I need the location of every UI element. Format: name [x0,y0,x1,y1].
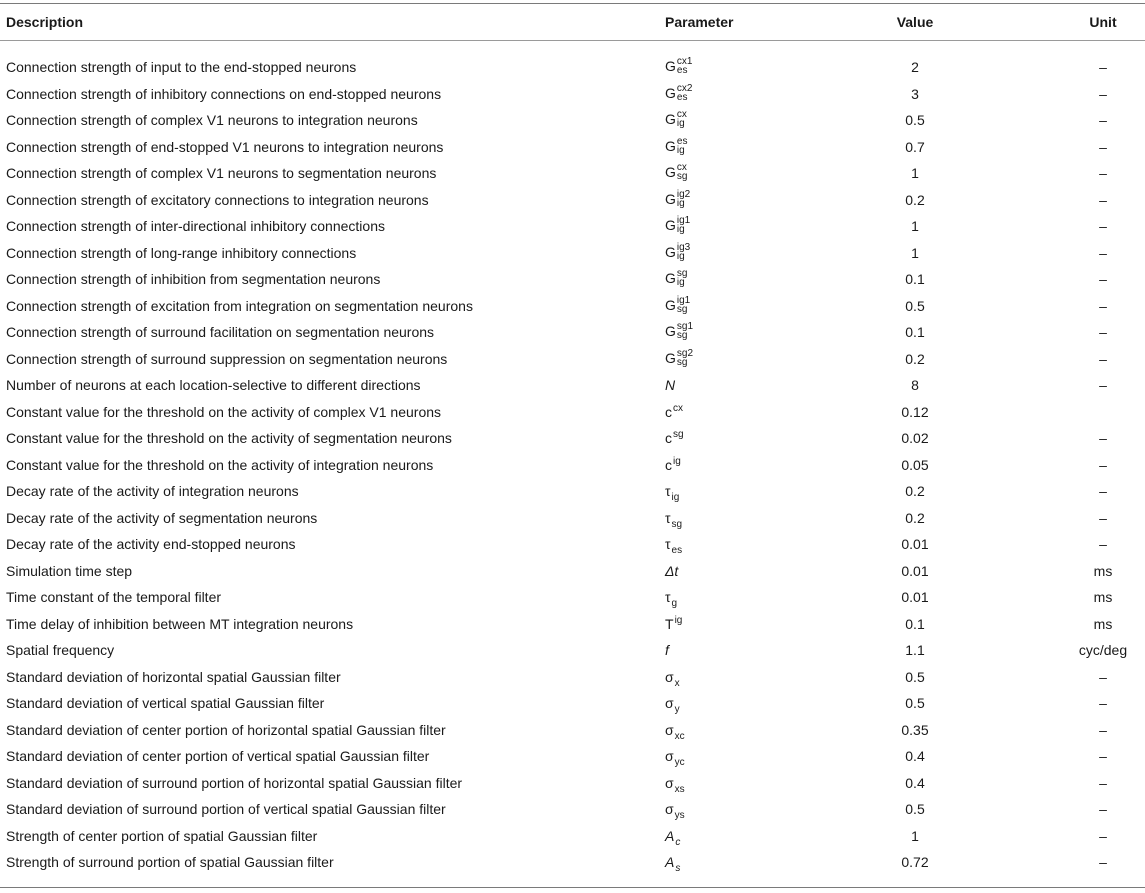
table-row [0,187,1145,214]
symbol-base: τ [665,536,671,553]
row-value: 0.2 [905,483,925,500]
symbol-base: σ [665,721,674,738]
symbol-superscript: cx [676,109,687,121]
parameter-symbol [665,509,683,530]
parameter-symbol [665,695,680,716]
table-row [0,637,1145,664]
row-value: 1 [911,218,919,235]
table-row [0,81,1145,108]
symbol-base: σ [665,748,674,765]
row-parameter [665,160,687,187]
table-row [0,770,1145,797]
row-value: 0.4 [905,748,925,765]
symbol-superscript: ig [674,614,683,626]
row-parameter [665,823,680,850]
row-value: 0.7 [905,138,925,155]
symbol-base: σ [665,774,674,791]
table-row [0,213,1145,240]
row-parameter [665,134,687,161]
row-description: Spatial frequency [6,642,115,659]
row-parameter [665,319,693,346]
row-parameter [665,372,675,399]
parameter-symbol [665,164,687,182]
symbol-base: G [665,243,676,260]
row-value: 1 [911,165,919,182]
table-row [0,425,1145,452]
symbol-subscript: ig [671,492,680,504]
table-row [0,611,1145,638]
row-unit: – [1099,456,1107,473]
symbol-superscript: cx [676,162,687,174]
row-unit: – [1099,138,1107,155]
row-unit: – [1099,350,1107,367]
row-unit: – [1099,218,1107,235]
parameter-symbol [665,457,681,473]
row-parameter [665,399,683,426]
table-row [0,796,1145,823]
header-parameter: Parameter [665,13,734,30]
row-description: Decay rate of the activity of integration neurons [6,483,299,500]
symbol-base: f [665,642,669,659]
symbol-subscript: sg [671,518,683,530]
symbol-subscript: es [671,545,683,557]
row-description: Connection strength of inhibition from segmentation neurons [6,271,381,288]
row-unit: – [1099,854,1107,871]
row-value: 0.5 [905,112,925,129]
parameter-symbol [665,347,694,368]
row-value: 3 [911,85,919,102]
row-unit: – [1099,721,1107,738]
table-row [0,319,1145,346]
symbol-base: A [665,827,675,844]
table-row [0,849,1145,876]
table-row [0,664,1145,691]
row-description: Time delay of inhibition between MT integration neurons [6,615,354,632]
row-parameter [665,452,681,479]
row-value: 0.4 [905,774,925,791]
row-description: Connection strength of long-range inhibitory connections [6,244,357,261]
symbol-base: Δt [665,562,679,579]
symbol-superscript: sg [673,429,684,441]
symbol-subscript: yc [674,757,685,769]
row-value: 0.5 [905,801,925,818]
row-unit: – [1099,536,1107,553]
symbol-superscript: sg2 [676,347,694,359]
row-description: Constant value for the threshold on the activity of integration neurons [6,456,434,473]
row-parameter [665,240,690,267]
row-unit: ms [1093,615,1113,632]
symbol-base: T [665,615,674,632]
row-parameter [665,107,687,134]
row-unit: – [1099,668,1107,685]
symbol-subscript: ig [676,277,685,289]
row-parameter [665,611,682,638]
row-value: 0.35 [901,721,929,738]
row-description: Decay rate of the activity of segmentation neurons [6,509,318,526]
symbol-base: G [665,270,676,287]
symbol-subscript: y [674,704,680,716]
row-value: 0.01 [901,589,929,606]
row-unit: – [1099,165,1107,182]
symbol-base: c [665,430,672,447]
table-row [0,293,1145,320]
table-row [0,399,1145,426]
row-unit: ms [1093,562,1113,579]
symbol-base: G [665,164,676,181]
row-description: Connection strength of inhibitory connections on end-stopped neurons [6,85,442,102]
row-description: Connection strength of end-stopped V1 neurons to integration neurons [6,138,444,155]
table-row [0,584,1145,611]
parameter-symbol [665,58,692,76]
parameter-symbol [665,241,691,262]
row-description: Strength of center portion of spatial Gaussian filter [6,827,318,844]
parameter-symbol [665,748,685,769]
table-row [0,372,1145,399]
symbol-subscript: ig [676,144,685,156]
table-row [0,346,1145,373]
row-description: Standard deviation of center portion of vertical spatial Gaussian filter [6,748,430,765]
table-row [0,823,1145,850]
symbol-base: σ [665,801,674,818]
parameter-symbol [665,642,669,658]
parameter-symbol [665,188,691,209]
parameter-symbol [665,404,683,420]
symbol-subscript: es [676,65,688,77]
row-parameter [665,849,680,876]
table-row [0,743,1145,770]
row-value: 1.1 [905,642,925,659]
row-description: Constant value for the threshold on the activity of segmentation neurons [6,430,452,447]
row-description: Number of neurons at each location-selective to different directions [6,377,421,394]
parameter-symbol [665,854,681,875]
row-description: Connection strength of input to the end-stopped neurons [6,59,357,76]
parameter-symbol [665,270,687,288]
row-parameter [665,796,685,823]
row-parameter [665,425,684,452]
row-value: 0.01 [901,562,929,579]
parameter-symbol [665,801,685,822]
row-parameter [665,213,690,240]
row-unit: cyc/deg [1078,642,1128,659]
row-description: Connection strength of excitation from integration on segmentation neurons [6,297,473,314]
symbol-superscript: ig1 [676,294,691,306]
symbol-superscript: ig1 [676,215,691,227]
row-description: Simulation time step [6,562,133,579]
row-description: Constant value for the threshold on the activity of complex V1 neurons [6,403,442,420]
row-description: Time constant of the temporal filter [6,589,222,606]
row-unit: – [1099,324,1107,341]
symbol-subscript: ys [674,810,685,822]
symbol-superscript: sg [676,268,688,280]
table-row [0,266,1145,293]
row-parameter [665,187,690,214]
parameter-symbol [665,135,688,156]
row-value: 0.1 [905,615,925,632]
table-row [0,452,1145,479]
symbol-base: N [665,377,676,394]
symbol-base: σ [665,695,674,712]
symbol-superscript: sg1 [676,321,694,333]
row-unit: – [1099,509,1107,526]
row-description: Strength of surround portion of spatial Gaussian filter [6,854,334,871]
symbol-subscript: g [671,598,678,610]
row-description: Standard deviation of center portion of horizontal spatial Gaussian filter [6,721,446,738]
parameter-symbol [665,536,683,557]
row-description: Connection strength of complex V1 neurons to segmentation neurons [6,165,437,182]
row-parameter [665,266,687,293]
row-description: Connection strength of surround suppression on segmentation neurons [6,350,448,367]
parameter-symbol [665,294,691,315]
row-parameter [665,505,682,532]
row-parameter [665,743,685,770]
row-value: 0.1 [905,271,925,288]
symbol-base: G [665,111,676,128]
symbol-subscript: s [675,863,681,875]
symbol-superscript: cx2 [676,82,693,94]
symbol-superscript: cx [673,402,683,414]
symbol-superscript: ig [673,455,681,467]
row-description: Standard deviation of surround portion of vertical spatial Gaussian filter [6,801,446,818]
row-value: 0.01 [901,536,929,553]
symbol-base: c [665,403,672,420]
table-row [0,558,1145,585]
symbol-subscript: xs [674,783,685,795]
symbol-subscript: es [676,91,688,103]
parameter-symbol [665,589,678,610]
table-row [0,54,1145,81]
parameter-symbol [665,721,685,742]
row-unit: – [1099,85,1107,102]
parameter-symbol [665,82,693,103]
row-unit: – [1099,483,1107,500]
symbol-subscript: sg [676,356,688,368]
row-unit: – [1099,774,1107,791]
symbol-subscript: xc [674,730,685,742]
row-unit: – [1099,112,1107,129]
table-row [0,134,1145,161]
row-unit: ms [1093,589,1113,606]
symbol-base: c [665,456,672,473]
symbol-superscript: cx1 [676,56,693,68]
row-unit [1070,399,1136,426]
row-description: Standard deviation of surround portion of horizontal spatial Gaussian filter [6,774,463,791]
parameter-symbol [665,111,687,129]
symbol-subscript: sg [676,330,688,342]
parameter-symbol [665,774,685,795]
row-value: 0.5 [905,695,925,712]
row-parameter [665,690,680,717]
symbol-base: G [665,323,676,340]
row-value: 0.72 [901,854,929,871]
header-value: Value [896,13,934,30]
parameter-symbol [665,483,680,504]
symbol-base: G [665,84,676,101]
table-row [0,531,1145,558]
table-row [0,240,1145,267]
row-unit: – [1099,377,1107,394]
row-description: Standard deviation of vertical spatial Gaussian filter [6,695,325,712]
row-value: 1 [911,244,919,261]
row-description: Standard deviation of horizontal spatial Gaussian filter [6,668,341,685]
parameter-symbol [665,430,684,446]
row-unit: – [1099,244,1107,261]
row-unit: – [1099,271,1107,288]
parameter-symbol [665,827,681,848]
parameter-symbol [665,217,690,235]
table-row [0,478,1145,505]
row-parameter [665,346,693,373]
symbol-subscript: sg [676,171,688,183]
row-value: 0.2 [905,509,925,526]
table-row [0,690,1145,717]
parameter-symbol [665,616,682,632]
symbol-subscript: x [674,677,680,689]
table-row [0,107,1145,134]
table-row [0,160,1145,187]
table-row [0,717,1145,744]
symbol-base: G [665,296,676,313]
table-row [0,505,1145,532]
symbol-subscript: ig [676,224,685,236]
row-parameter [665,664,680,691]
symbol-base: A [665,854,675,871]
row-parameter [665,478,679,505]
row-unit: – [1099,827,1107,844]
row-value: 8 [911,377,919,394]
table-header-rule [0,40,1145,41]
symbol-subscript: ig [676,118,685,130]
symbol-superscript: es [676,135,688,147]
row-value: 0.2 [905,191,925,208]
row-parameter [665,81,692,108]
row-parameter [665,584,677,611]
symbol-base: σ [665,668,674,685]
symbol-base: τ [665,509,671,526]
row-description: Decay rate of the activity end-stopped neurons [6,536,296,553]
symbol-base: G [665,58,676,75]
row-value: 0.5 [905,668,925,685]
row-parameter [665,531,682,558]
row-value: 0.1 [905,324,925,341]
table-header-row [0,3,1145,40]
row-unit: – [1099,748,1107,765]
row-parameter [665,717,685,744]
symbol-base: τ [665,483,671,500]
row-value: 0.02 [901,430,929,447]
symbol-superscript: ig2 [676,188,691,200]
parameter-symbol [665,323,693,341]
parameter-symbol [665,377,675,393]
row-description: Connection strength of complex V1 neurons to integration neurons [6,112,418,129]
parameter-symbol [665,668,680,689]
row-parameter [665,770,685,797]
header-description: Description [6,13,84,30]
row-value: 1 [911,827,919,844]
row-value: 0.05 [901,456,929,473]
parameter-symbol [665,563,678,579]
symbol-base: G [665,217,676,234]
row-parameter [665,54,692,81]
row-unit: – [1099,695,1107,712]
row-parameter [665,293,690,320]
table-bottom-rule [0,887,1145,888]
row-unit: – [1099,297,1107,314]
row-unit: – [1099,59,1107,76]
row-value: 2 [911,59,919,76]
header-unit: Unit [1089,13,1117,30]
symbol-subscript: ig [676,250,685,262]
row-parameter [665,637,669,664]
symbol-superscript: ig3 [676,241,691,253]
symbol-subscript: sg [676,303,688,315]
row-value: 0.2 [905,350,925,367]
row-value: 0.5 [905,297,925,314]
row-unit: – [1099,430,1107,447]
row-unit: – [1099,191,1107,208]
symbol-base: G [665,190,676,207]
row-description: Connection strength of excitatory connections to integration neurons [6,191,429,208]
row-unit: – [1099,801,1107,818]
row-description: Connection strength of surround facilitation on segmentation neurons [6,324,435,341]
symbol-base: τ [665,589,671,606]
row-description: Connection strength of inter-directional inhibitory connections [6,218,385,235]
symbol-subscript: c [675,836,681,848]
symbol-subscript: ig [676,197,685,209]
row-value: 0.12 [901,403,929,420]
row-parameter [665,558,678,585]
symbol-base: G [665,137,676,154]
symbol-base: G [665,349,676,366]
